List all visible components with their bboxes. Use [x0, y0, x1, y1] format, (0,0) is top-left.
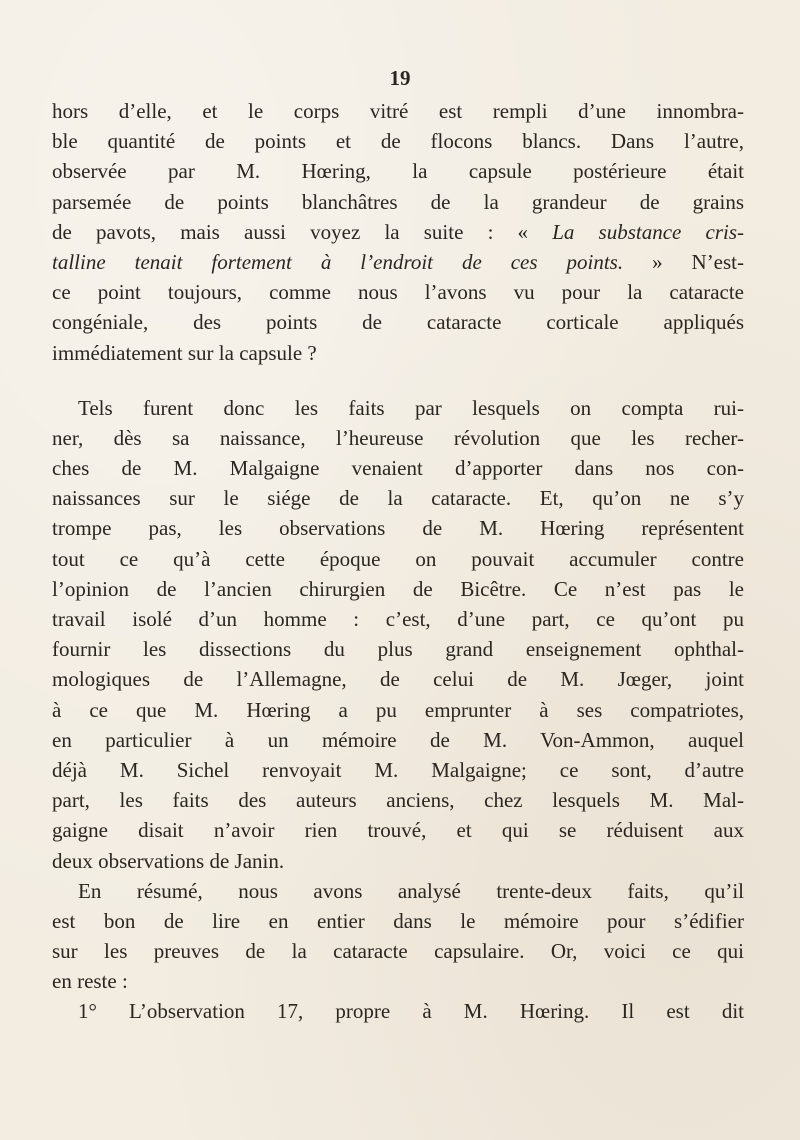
text-line: ble quantité de points et de flocons blancs. Dans l’autre, — [52, 129, 744, 154]
text-line: fournir les dissections du plus grand enseignement ophthal- — [52, 637, 744, 662]
text-line: gaigne disait n’avoir rien trouvé, et qui se réduisent aux — [52, 818, 744, 843]
text-line: sur les preuves de la cataracte capsulaire. Or, voici ce qui — [52, 939, 744, 964]
text-line: hors d’elle, et le corps vitré est rempli d’une innombra- — [52, 99, 744, 123]
paragraph — [52, 96, 744, 368]
text-line: trompe pas, les observations de M. Hœring représentent — [52, 516, 744, 541]
text-line: deux observations de Janin. — [52, 848, 285, 873]
text-line: ce point toujours, comme nous l’avons vu pour la cataracte — [52, 280, 744, 305]
paragraph — [52, 393, 744, 876]
text-line: mologiques de l’Allemagne, de celui de M. Jœger, joint — [52, 667, 744, 692]
paragraph-gap — [52, 368, 744, 393]
text-line: ches de M. Malgaigne venaient d’apporter dans nos con- — [52, 456, 744, 481]
text-line: part, les faits des auteurs anciens, chez lesquels M. Mal- — [52, 788, 744, 813]
text-line: déjà M. Sichel renvoyait M. Malgaigne; ce sont, d’autre — [52, 757, 744, 782]
text-line: En résumé, nous avons analysé trente-deux faits, qu’il — [78, 878, 744, 903]
text-line: observée par M. Hœring, la capsule postérieure était — [52, 159, 744, 184]
text-line: immédiatement sur la capsule ? — [52, 340, 317, 365]
text-line: 1° L’observation 17, propre à M. Hœring. Il est dit — [78, 999, 744, 1024]
text-line: à ce que M. Hœring a pu emprunter à ses compatriotes, — [52, 697, 744, 722]
text-line: parsemée de points blanchâtres de la grandeur de grains — [52, 189, 744, 214]
text-line: ner, dès sa naissance, l’heureuse révolution que les recher- — [52, 425, 744, 450]
text-line: tout ce qu’à cette époque on pouvait accumuler contre — [52, 546, 744, 571]
body-text — [52, 96, 744, 1027]
text-line: de pavots, mais aussi voyez la suite : « La substance cris- — [52, 219, 744, 244]
text-line: est bon de lire en entier dans le mémoire pour s’édifier — [52, 908, 744, 933]
paragraph — [52, 876, 744, 997]
text-line: congéniale, des points de cataracte corticale appliqués — [52, 310, 744, 335]
text-line: en particulier à un mémoire de M. Von-Ammon, auquel — [52, 727, 744, 752]
page-number: 19 — [389, 66, 411, 90]
text-line: talline tenait fortement à l’endroit de ces points. » N’est- — [52, 249, 745, 274]
text-line: Tels furent donc les faits par lesquels on compta rui- — [78, 395, 744, 420]
text-line: l’opinion de l’ancien chirurgien de Bicêtre. Ce n’est pas le — [52, 576, 744, 601]
text-line: naissances sur le siége de la cataracte. Et, qu’on ne s’y — [52, 486, 744, 511]
text-line: travail isolé d’un homme : c’est, d’une part, ce qu’ont pu — [52, 607, 744, 631]
paragraph — [52, 996, 744, 1026]
text-line: en reste : — [52, 969, 128, 994]
